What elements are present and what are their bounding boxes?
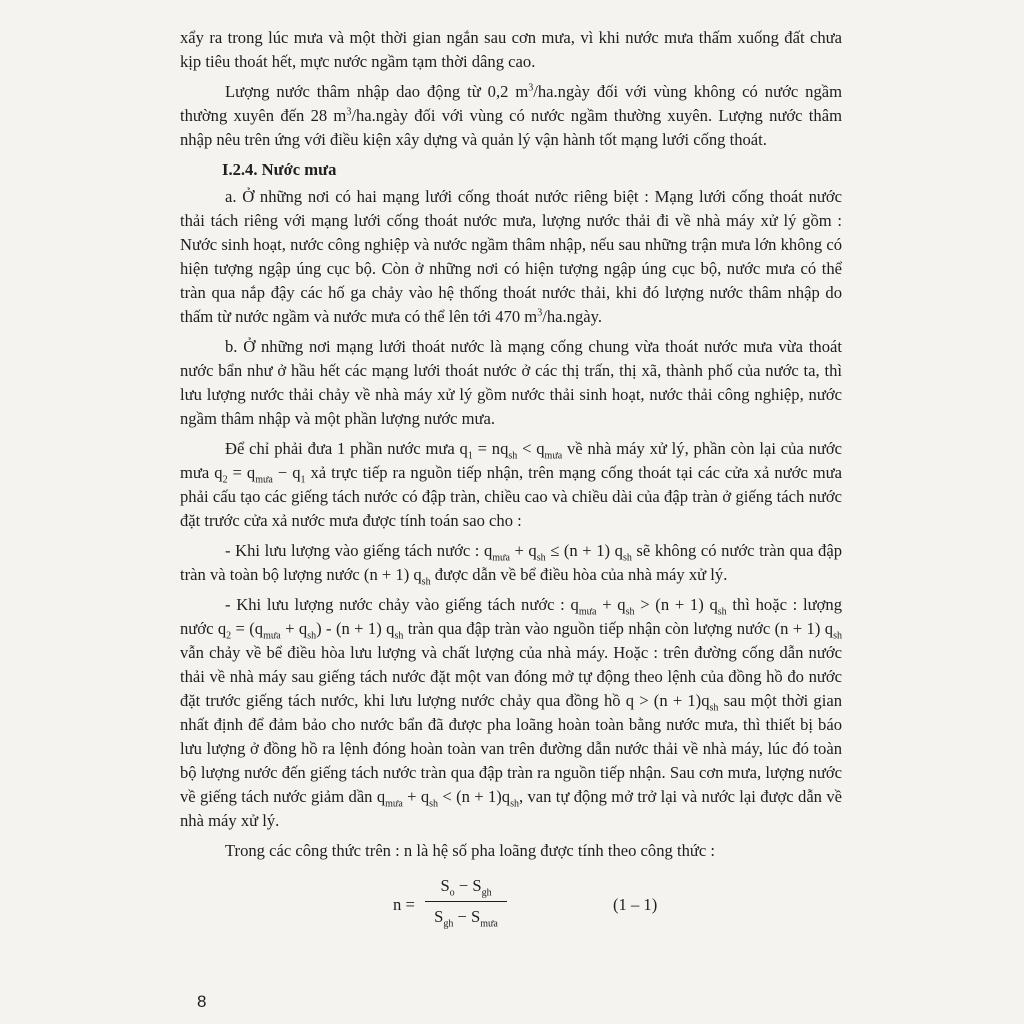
paragraph-7: - Khi lưu lượng nước chảy vào giếng tách nước : $q_{mưa} + q_{sh} > (n + 1)$ $q_{sh}$ thì hoặc : lượng nước $q_2 = (q_{mưa} + q_{sh}) - (n + 1)$ $q_{sh}$ tràn qua đập tràn vào nguồn tiếp nhận còn lượng nước (n + 1) $q_{sh}$ vẫn chảy về bể điều hòa lưu lượng và chất lượng của nhà máy. Hoặc : trên đường cống dẫn nước thải về nhà máy sau giếng tách nước đặt một van đóng mở tự động theo lệnh của đồng hồ đo nước đặt trước giếng tách nước, khi lưu lượng nước chảy qua đồng hồ $q > (n + 1)q_{sh}$ sau một thời gian nhất định để đảm bảo cho nước bẩn đã được pha loãng hoàn toàn bằng nước mưa, thì thiết bị báo lưu lượng ở đồng hồ ra lệnh đóng hoàn toàn van trên đường dẫn nước thải về nhà máy, lúc đó toàn bộ lượng nước đến giếng tách nước tràn qua đập tràn ra nguồn tiếp nhận. Sau cơn mưa, lượng nước về giếng tách nước giảm dần $q_{mưa} + q_{sh} < (n + 1)q_{sh}$, van tự động mở trở lại và nước lại được dẫn về nhà máy xử lý. bbox=[180, 595, 842, 830]
page-body bbox=[180, 26, 842, 939]
formula-fraction bbox=[425, 871, 507, 932]
paragraph-1: xẩy ra trong lúc mưa và một thời gian ngắn sau cơn mưa, vì khi nước mưa thấm xuống đất chưa kịp tiêu thoát hết, mực nước ngầm tạm thời dâng cao. bbox=[180, 28, 842, 71]
paragraph-8: Trong các công thức trên : n là hệ số pha loãng được tính theo công thức : bbox=[225, 841, 715, 860]
paragraph-6: - Khi lưu lượng vào giếng tách nước : $q_{mưa} + q_{sh} \le (n + 1)$ $q_{sh}$ sẽ không có nước tràn qua đập tràn và toàn bộ lượng nước (n + 1) $q_{sh}$ được dẫn về bể điều hòa của nhà máy xử lý. bbox=[180, 541, 842, 588]
paragraph-2: Lượng nước thâm nhập dao động từ 0,2 $m^3/ha.ngày$ đối với vùng không có nước ngầm thường xuyên đến 28 $m^3/ha.ngày$ đối với vùng có nước ngầm thường xuyên. Lượng nước thâm nhập nêu trên ứng với điều kiện xây dựng và quản lý vận hành tốt mạng lưới cống thoát. bbox=[180, 82, 843, 149]
formula-number: (1 – 1) bbox=[613, 895, 658, 914]
paragraph-5: Để chỉ phải đưa 1 phần nước mưa $q_1 = nq_{sh} < q_{mưa}$ về nhà máy xử lý, phần còn lại của nước mưa $q_2 = q_{mưa} - q_1$ xả trực tiếp ra nguồn tiếp nhận, trên mạng cống thoát tại các cửa xả nước mưa phải cấu tạo các giếng tách nước có đập tràn, chiều cao và chiều dài của đập tràn ở giếng tách nước đặt trước cửa xả nước mưa được tính toán sao cho : bbox=[180, 439, 843, 530]
formula-denominator: $S_{gh} - S_{mưa}$ bbox=[434, 907, 498, 930]
formula-lhs: n = bbox=[393, 895, 415, 914]
formula-1-1 bbox=[180, 869, 842, 939]
paragraph-4: b. Ở những nơi mạng lưới thoát nước là mạng cống chung vừa thoát nước mưa vừa thoát nước bẩn như ở hầu hết các mạng lưới thoát nước ở các thị trấn, thị xã, thành phố của nước ta, thì lưu lượng nước thải chảy về nhà máy xử lý gồm nước thải sinh hoạt, nước thải công nghiệp, nước ngầm thâm nhập và một phần lượng nước mưa. bbox=[180, 337, 842, 428]
section-heading: I.2.4. Nước mưa bbox=[222, 160, 337, 179]
page-number: 8 bbox=[197, 992, 207, 1011]
formula-numerator: $S_o - S_{gh}$ bbox=[425, 871, 507, 902]
paragraph-3: a. Ở những nơi có hai mạng lưới cống thoát nước riêng biệt : Mạng lưới cống thoát nước thải tách riêng với mạng lưới cống thoát nước mưa, lượng nước thải đi về nhà máy xử lý gồm : Nước sinh hoạt, nước công nghiệp và nước ngầm thâm nhập, nếu sau những trận mưa lớn không có hiện tượng ngập úng cục bộ. Còn ở những nơi có hiện tượng ngập úng cục bộ, nước mưa có thể tràn qua nắp đậy các hố ga chảy vào hệ thống thoát nước thải, khi đó lượng nước thâm nhập do thấm từ nước ngầm và nước mưa có thể lên tới 470 $m^3/ha.ngày$. bbox=[180, 187, 842, 326]
